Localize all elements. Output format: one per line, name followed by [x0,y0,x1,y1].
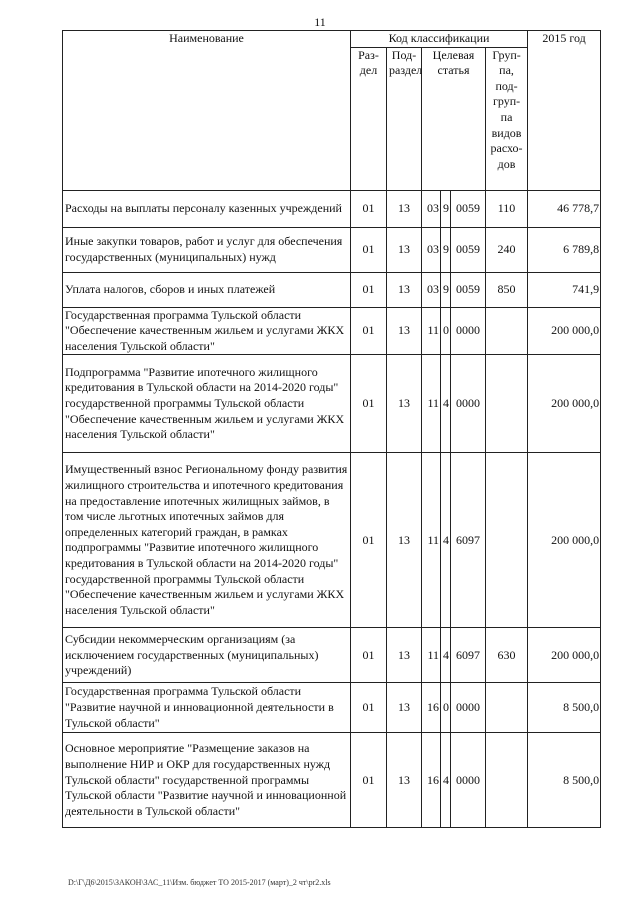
row-target-direction: 0000 [451,683,486,733]
row-target-program: 03 [422,272,441,307]
row-amount: 46 778,7 [528,190,601,227]
row-target-subprogram: 4 [441,628,451,683]
row-group [486,307,528,355]
row-razdel: 01 [351,227,387,272]
file-path-footer: D:\Г\Д6\2015\ЗАКОН\ЗАС_11\Изм. бюджет ТО 2015-2017 (март)_2 чт\pr2.xls [68,878,331,887]
row-name: Основное мероприятие "Размещение заказов на выполнение НИР и ОКР для государственных нужд Тульской области" государственной программы Тульской области "Развитие научной и инновационной деятельности в Тульской области" [63,733,351,828]
row-target-direction: 0000 [451,733,486,828]
header-name: Наименование [63,31,351,191]
row-amount: 200 000,0 [528,307,601,355]
row-razdel: 01 [351,355,387,453]
row-group: 240 [486,227,528,272]
row-group [486,683,528,733]
row-target-subprogram: 9 [441,227,451,272]
row-target-program: 11 [422,628,441,683]
row-target-subprogram: 4 [441,733,451,828]
row-amount: 741,9 [528,272,601,307]
table-row [63,683,601,733]
row-name: Уплата налогов, сборов и иных платежей [63,272,351,307]
row-target-subprogram: 9 [441,272,451,307]
table-row [63,355,601,453]
row-podrazdel: 13 [387,355,422,453]
header-target: Целевая статья [422,47,486,190]
row-name: Подпрограмма "Развитие ипотечного жилищного кредитования в Тульской области на 2014-2020 годы" государственной программы Тульской области "Обеспечение качественным жильем и услугами ЖКХ населения Тульской области" [63,355,351,453]
row-target-program: 11 [422,355,441,453]
row-podrazdel: 13 [387,307,422,355]
row-amount: 200 000,0 [528,453,601,628]
row-target-subprogram: 9 [441,190,451,227]
table-row [63,227,601,272]
row-podrazdel: 13 [387,453,422,628]
row-razdel: 01 [351,733,387,828]
row-amount: 8 500,0 [528,733,601,828]
row-target-subprogram: 4 [441,355,451,453]
row-target-program: 03 [422,227,441,272]
row-target-program: 11 [422,307,441,355]
row-razdel: 01 [351,307,387,355]
header-year: 2015 год [528,31,601,191]
row-target-subprogram: 0 [441,307,451,355]
row-target-program: 16 [422,683,441,733]
row-podrazdel: 13 [387,190,422,227]
page-number: 11 [314,15,326,29]
row-name: Имущественный взнос Региональному фонду развития жилищного строительства и ипотечного кредитования на предоставление ипотечных жилищных займов, в том числе льготных ипотечных займов для определенных категорий граждан, в рамках подпрограммы "Развитие ипотечного жилищного кредитования в Тульской области на 2014-2020 годы" государственной программы Тульской области "Обеспечение качественным жильем и услугами ЖКХ населения Тульской области" [63,453,351,628]
row-amount: 8 500,0 [528,683,601,733]
header-group: Груп- па, под- груп- па видов расхо- дов [486,47,528,190]
row-name: Субсидии некоммерческим организациям (за исключением государственных (муниципальных) учреждений) [63,628,351,683]
row-podrazdel: 13 [387,683,422,733]
header-classification: Код классификации [351,31,528,48]
row-razdel: 01 [351,683,387,733]
row-podrazdel: 13 [387,227,422,272]
row-podrazdel: 13 [387,733,422,828]
row-razdel: 01 [351,272,387,307]
row-target-subprogram: 0 [441,683,451,733]
table-row [63,190,601,227]
row-target-program: 03 [422,190,441,227]
header-podrazdel: Под- раздел [387,47,422,190]
row-group [486,453,528,628]
row-group: 850 [486,272,528,307]
row-target-direction: 0059 [451,227,486,272]
row-name: Иные закупки товаров, работ и услуг для обеспечения государственных (муниципальных) нужд [63,227,351,272]
row-podrazdel: 13 [387,272,422,307]
row-razdel: 01 [351,190,387,227]
row-name: Государственная программа Тульской области "Развитие научной и инновационной деятельности в Тульской области" [63,683,351,733]
row-group [486,733,528,828]
row-target-direction: 6097 [451,453,486,628]
row-group: 630 [486,628,528,683]
table-row [63,733,601,828]
row-amount: 200 000,0 [528,628,601,683]
row-target-direction: 0059 [451,190,486,227]
row-target-program: 11 [422,453,441,628]
row-amount: 200 000,0 [528,355,601,453]
row-razdel: 01 [351,453,387,628]
row-razdel: 01 [351,628,387,683]
row-name: Государственная программа Тульской области "Обеспечение качественным жильем и услугами ЖКХ населения Тульской области" [63,307,351,355]
header-razdel: Раз- дел [351,47,387,190]
row-podrazdel: 13 [387,628,422,683]
row-target-subprogram: 4 [441,453,451,628]
row-target-direction: 0000 [451,355,486,453]
row-amount: 6 789,8 [528,227,601,272]
row-group [486,355,528,453]
row-target-direction: 6097 [451,628,486,683]
row-group: 110 [486,190,528,227]
row-name: Расходы на выплаты персоналу казенных учреждений [63,190,351,227]
table-row [63,272,601,307]
row-target-program: 16 [422,733,441,828]
budget-table [62,30,601,828]
row-target-direction: 0059 [451,272,486,307]
table-row [63,307,601,355]
row-target-direction: 0000 [451,307,486,355]
table-row [63,453,601,628]
table-row [63,628,601,683]
